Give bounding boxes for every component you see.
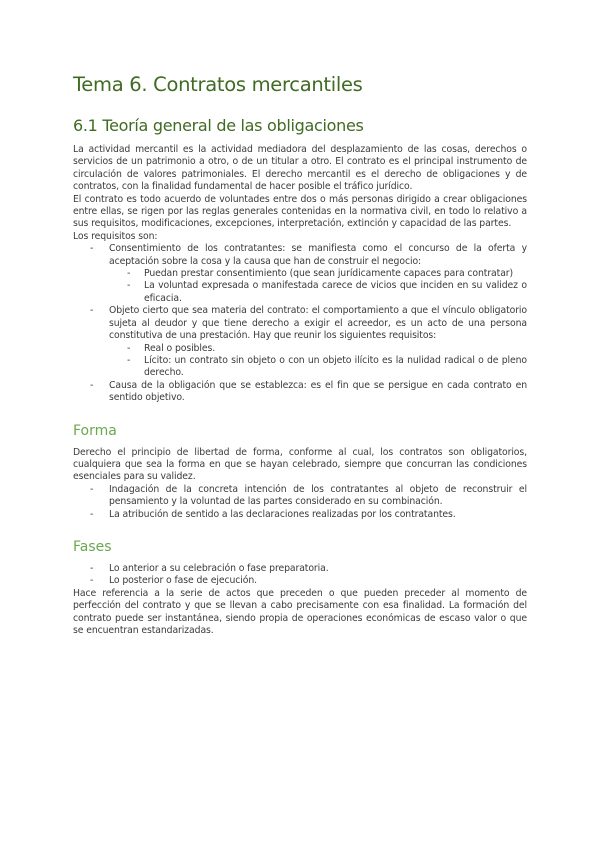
dash-marker: - <box>90 379 94 391</box>
list-item-text: Lo anterior a su celebración o fase preparatoria. <box>109 562 329 574</box>
fases-list <box>73 563 527 588</box>
list-item-text: Real o posibles. <box>144 342 216 354</box>
dash-marker: - <box>127 268 131 280</box>
dash-marker: - <box>127 280 131 292</box>
list-item-text: Indagación de la concreta intención de los contratantes al objeto de reconstruir el pensamiento y la voluntad de las partes considerado en su combinación. <box>109 483 527 508</box>
sub-list <box>73 268 527 305</box>
dash-marker: - <box>90 305 94 317</box>
subsection-heading-forma: Forma <box>73 422 117 439</box>
list-item-text: La voluntad expresada o manifestada carece de vicios que inciden en su validez o eficacia. <box>144 280 527 304</box>
dash-marker: - <box>90 562 94 574</box>
list-item <box>73 484 527 509</box>
list-item-text: Lícito: un contrato sin objeto o con un objeto ilícito es la nulidad radical o de pleno derecho. <box>144 354 527 379</box>
forma-list <box>73 484 527 521</box>
list-item <box>73 380 527 405</box>
list-item <box>73 509 527 521</box>
paragraph: Hace referencia a la serie de actos que preceden o que pueden preceder al momento de perfección del contrato y que se llevan a cabo precisamente con esa finalidad. La formación del contrato puede ser instantánea, siendo propia de operaciones económicas de escaso valor o que se encuentran estandarizadas. <box>73 587 527 636</box>
page-title: Tema 6. Contratos mercantiles <box>73 73 363 96</box>
list-item-text: Puedan prestar consentimiento (que sean jurídicamente capaces para contratar) <box>144 268 514 280</box>
list-item <box>73 563 527 575</box>
list-item <box>73 305 527 379</box>
list-item-text: Objeto cierto que sea materia del contrato: el comportamiento a que el vínculo obligatorio sujeta al deudor y que tiene derecho a exigir el acreedor, es un acto de una persona constitutiva de una prestación. Hay que reunir los siguientes requisitos: <box>109 305 527 342</box>
paragraph: Derecho el principio de libertad de forma, conforme al cual, los contratos son obligatorios, cualquiera que sea la forma en que se hayan celebrado, siempre que concurran las condiciones esenciales para su validez. <box>73 446 527 483</box>
paragraph: El contrato es todo acuerdo de voluntades entre dos o más personas dirigido a crear obligaciones entre ellas, se rigen por las reglas generales contenidas en la normativa civil, en todo lo relativo a sus requisitos, modificaciones, excepciones, interpretación, extinción y capacidad de las partes. <box>73 193 527 230</box>
list-item-text: La atribución de sentido a las declaraciones realizadas por los contratantes. <box>109 508 456 520</box>
dash-marker: - <box>127 354 131 366</box>
section-heading: 6.1 Teoría general de las obligaciones <box>73 116 364 135</box>
requisitos-list <box>73 243 527 404</box>
sub-list <box>73 343 527 380</box>
list-item <box>109 280 527 305</box>
list-item <box>73 243 527 305</box>
subsection-heading-fases: Fases <box>73 538 112 555</box>
dash-marker: - <box>90 243 94 255</box>
list-item-text: Lo posterior o fase de ejecución. <box>109 575 257 587</box>
requisitos-intro: Los requisitos son: <box>73 230 158 242</box>
dash-marker: - <box>90 508 94 520</box>
list-item <box>109 343 527 355</box>
list-item-text: Consentimiento de los contratantes: se manifiesta como el concurso de la oferta y aceptación sobre la cosa y la causa que han de construir el negocio: <box>109 243 527 267</box>
document-page <box>73 72 527 637</box>
dash-marker: - <box>90 575 94 587</box>
paragraph: La actividad mercantil es la actividad mediadora del desplazamiento de las cosas, derechos o servicios de un patrimonio a otro, o de un titular a otro. El contrato es el principal instrumento de circulación de valores patrimoniales. El derecho mercantil es el derecho de obligaciones y de contratos, con la finalidad fundamental de hacer posible el tráfico jurídico. <box>73 144 527 193</box>
dash-marker: - <box>127 342 131 354</box>
list-item <box>109 268 527 280</box>
list-item <box>73 575 527 587</box>
list-item-text: Causa de la obligación que se establezca: es el fin que se persigue en cada contrato en sentido objetivo. <box>109 379 527 404</box>
dash-marker: - <box>90 483 94 495</box>
list-item <box>109 355 527 380</box>
